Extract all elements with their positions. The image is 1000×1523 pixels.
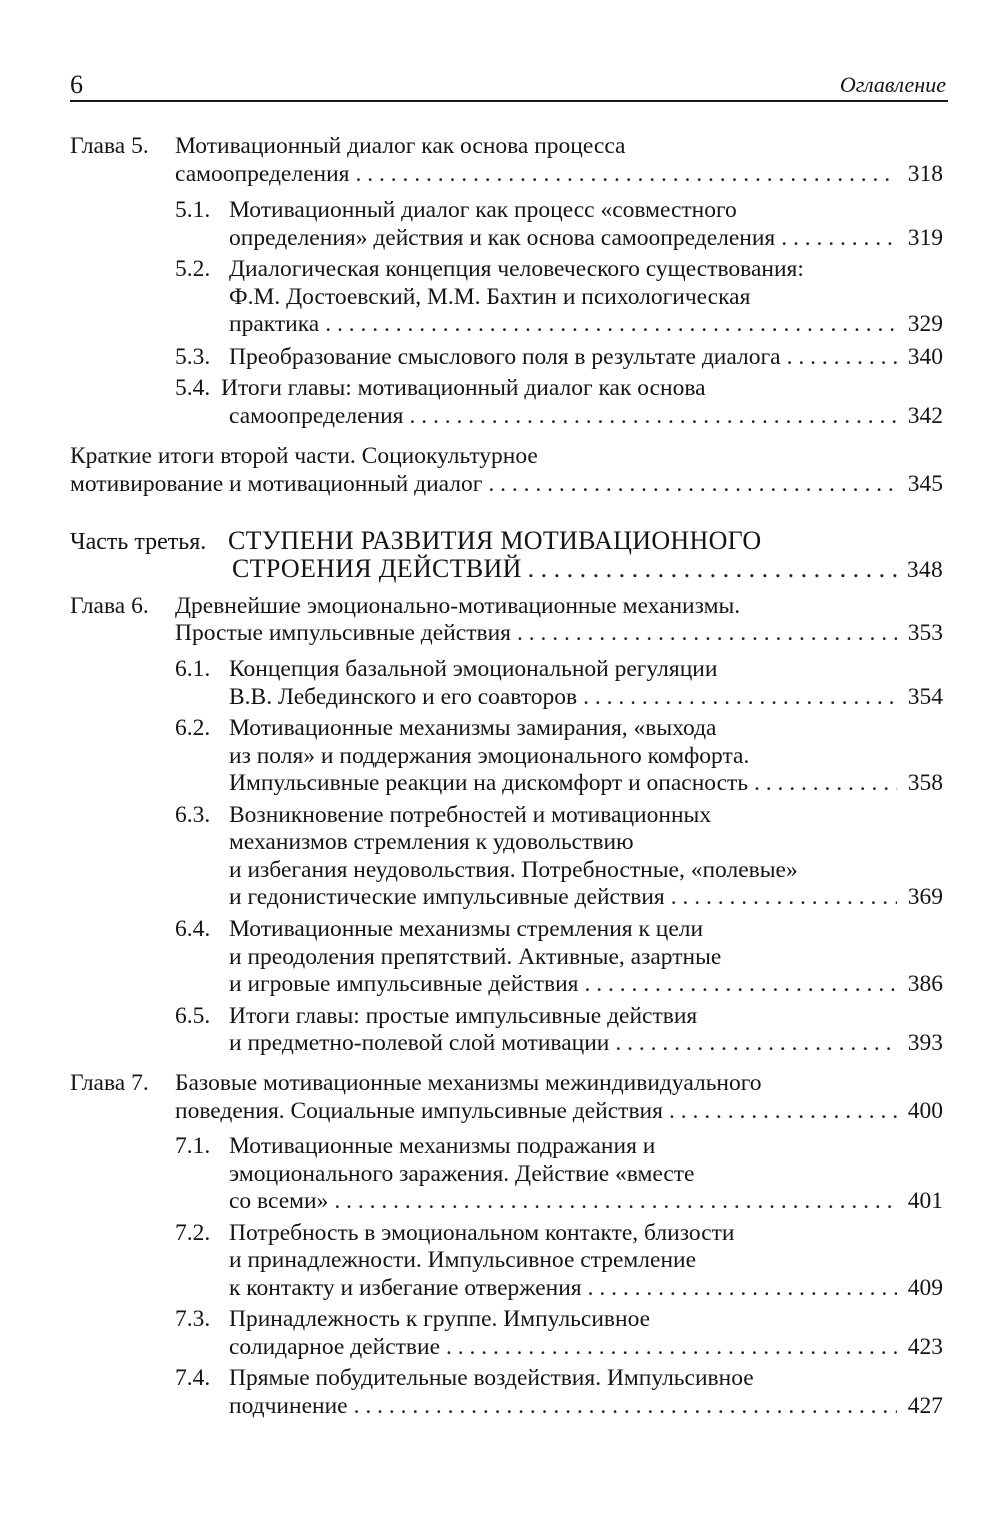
page-ref: 409: [907, 1275, 943, 1301]
page-ref: 423: [907, 1334, 943, 1360]
dot-leader: [583, 683, 897, 712]
section-number: 7.1.: [175, 1133, 211, 1159]
dot-leader: [669, 1097, 897, 1126]
toc-entry[interactable]: [229, 1392, 943, 1421]
toc-entry[interactable]: [229, 343, 943, 372]
toc-entry[interactable]: [175, 619, 943, 648]
page-ref: 354: [907, 684, 943, 710]
toc-entry[interactable]: [229, 683, 943, 712]
section-number: 7.2.: [175, 1220, 211, 1246]
toc-entry[interactable]: [70, 470, 943, 499]
section-title-line: эмоционального заражения. Действие «вместе: [229, 1161, 695, 1187]
section-title-line: и принадлежности. Импульсивное стремление: [229, 1247, 697, 1273]
section-title-line: и предметно-полевой слой мотивации: [229, 1030, 610, 1056]
part-title-line: СТРОЕНИЯ ДЕЙСТВИЙ: [232, 554, 522, 583]
section-number: 6.3.: [175, 802, 211, 828]
chapter-title-line: самоопределения: [175, 161, 350, 187]
section-title-line: Импульсивные реакции на дискомфорт и опасность: [229, 770, 749, 796]
dot-leader: [787, 343, 897, 372]
section-number: 5.3.: [175, 344, 211, 370]
section-number: 5.4.: [175, 375, 211, 401]
section-title-line: Итоги главы: простые импульсивные действия: [229, 1003, 698, 1029]
dot-leader: [488, 470, 897, 499]
section-title-line: Концепция базальной эмоциональной регуляции: [229, 656, 718, 682]
dot-leader: [584, 970, 897, 999]
toc-entry[interactable]: [229, 970, 943, 999]
page-ref: 401: [907, 1188, 943, 1214]
part-title-line: СТУПЕНИ РАЗВИТИЯ МОТИВАЦИОННОГО: [228, 526, 762, 555]
section-title-line: и избегания неудовольствия. Потребностные, «полевые»: [229, 857, 798, 883]
page-header: [70, 66, 948, 102]
chapter-label: Глава 7.: [70, 1070, 149, 1096]
toc-entry[interactable]: [229, 402, 943, 431]
section-number: 6.5.: [175, 1003, 211, 1029]
dot-leader: [754, 769, 897, 798]
page-ref: 319: [907, 225, 943, 251]
page-ref: 427: [907, 1393, 943, 1419]
page-ref: 386: [907, 971, 943, 997]
section-title-line: Диалогическая концепция человеческого существования:: [229, 256, 804, 282]
chapter-label: Глава 6.: [70, 593, 149, 619]
page-number: 6: [70, 70, 83, 99]
section-title-line: Мотивационные механизмы стремления к цели: [229, 916, 704, 942]
section-title-line: Итоги главы: мотивационный диалог как основа: [221, 375, 706, 401]
section-title-line: Прямые побудительные воздействия. Импульсивное: [229, 1365, 754, 1391]
section-title-line: со всеми»: [229, 1188, 329, 1214]
section-title-line: и гедонистические импульсивные действия: [229, 884, 665, 910]
section-title-line: Мотивационные механизмы подражания и: [229, 1133, 656, 1159]
section-title-line: Преобразование смыслового поля в результате диалога: [229, 344, 781, 370]
dot-leader: [446, 1333, 897, 1362]
section-title-line: солидарное действие: [229, 1334, 440, 1360]
dot-leader: [671, 883, 897, 912]
page-ref: 329: [907, 311, 943, 337]
section-title-line: Мотивационный диалог как процесс «совместного: [229, 197, 737, 223]
dot-leader: [528, 554, 897, 583]
toc-entry[interactable]: [229, 1029, 943, 1058]
section-title-line: механизмов стремления к удовольствию: [229, 829, 634, 855]
section-number: 6.1.: [175, 656, 211, 682]
section-title-line: практика: [229, 311, 320, 337]
page-ref: 393: [907, 1030, 943, 1056]
section-title-line: и преодоления препятствий. Активные, азартные: [229, 944, 722, 970]
dot-leader: [781, 224, 897, 253]
section-title-line: подчинение: [229, 1393, 348, 1419]
chapter-label: Глава 5.: [70, 133, 149, 159]
page-ref: 353: [907, 620, 943, 646]
toc-entry[interactable]: [229, 1333, 943, 1362]
dot-leader: [334, 1187, 897, 1216]
page-ref: 400: [907, 1098, 943, 1124]
toc-entry[interactable]: [229, 1187, 943, 1216]
section-number: 7.4.: [175, 1365, 211, 1391]
section-title-line: Мотивационные механизмы замирания, «выхода: [229, 715, 717, 741]
chapter-title-line: Простые импульсивные действия: [175, 620, 511, 646]
section-title-line: к контакту и избегание отвержения: [229, 1275, 582, 1301]
chapter-title-line: Древнейшие эмоционально-мотивационные механизмы.: [175, 593, 741, 619]
toc-entry[interactable]: [229, 883, 943, 912]
toc-entry[interactable]: [175, 1097, 943, 1126]
page-ref: 342: [907, 403, 943, 429]
chapter-title-line: Мотивационный диалог как основа процесса: [175, 133, 626, 159]
toc-entry[interactable]: [232, 554, 943, 583]
summary-title-line: мотивирование и мотивационный диалог: [70, 471, 483, 497]
toc-entry[interactable]: [229, 310, 943, 339]
section-title-line: Потребность в эмоциональном контакте, близости: [229, 1220, 735, 1246]
running-title: Оглавление: [839, 72, 946, 97]
summary-title-line: Краткие итоги второй части. Социокультурное: [70, 443, 538, 469]
page-ref: 348: [906, 557, 943, 583]
dot-leader: [517, 619, 897, 648]
section-title-line: и игровые импульсивные действия: [229, 971, 579, 997]
page-ref: 358: [907, 770, 943, 796]
dot-leader: [409, 402, 897, 431]
chapter-title-line: поведения. Социальные импульсивные действия: [175, 1098, 663, 1124]
section-title-line: из поля» и поддержания эмоционального комфорта.: [229, 743, 750, 769]
toc-entry[interactable]: [229, 1274, 943, 1303]
page-ref: 369: [907, 884, 943, 910]
dot-leader: [355, 160, 897, 189]
toc-entry[interactable]: [229, 224, 943, 253]
section-title-line: определения» действия и как основа самоопределения: [229, 225, 776, 251]
page-ref: 345: [907, 471, 943, 497]
section-title-line: В.В. Лебединского и его соавторов: [229, 684, 578, 710]
chapter-title-line: Базовые мотивационные механизмы межиндивидуального: [175, 1070, 762, 1096]
section-number: 5.2.: [175, 256, 211, 282]
section-title-line: Принадлежность к группе. Импульсивное: [229, 1306, 651, 1332]
toc-entry[interactable]: [229, 769, 943, 798]
page-ref: 340: [907, 344, 943, 370]
section-number: 5.1.: [175, 197, 211, 223]
section-title-line: самоопределения: [229, 403, 404, 429]
dot-leader: [615, 1029, 897, 1058]
dot-leader: [325, 310, 897, 339]
page-ref: 318: [907, 161, 943, 187]
section-number: 7.3.: [175, 1306, 211, 1332]
part-label: Часть третья.: [70, 529, 207, 555]
section-title-line: Ф.М. Достоевский, М.М. Бахтин и психологическая: [229, 284, 751, 310]
toc-entry[interactable]: [175, 160, 943, 189]
section-title-line: Возникновение потребностей и мотивационных: [229, 802, 712, 828]
section-number: 6.4.: [175, 916, 211, 942]
section-number: 6.2.: [175, 715, 211, 741]
dot-leader: [588, 1274, 897, 1303]
dot-leader: [354, 1392, 897, 1421]
